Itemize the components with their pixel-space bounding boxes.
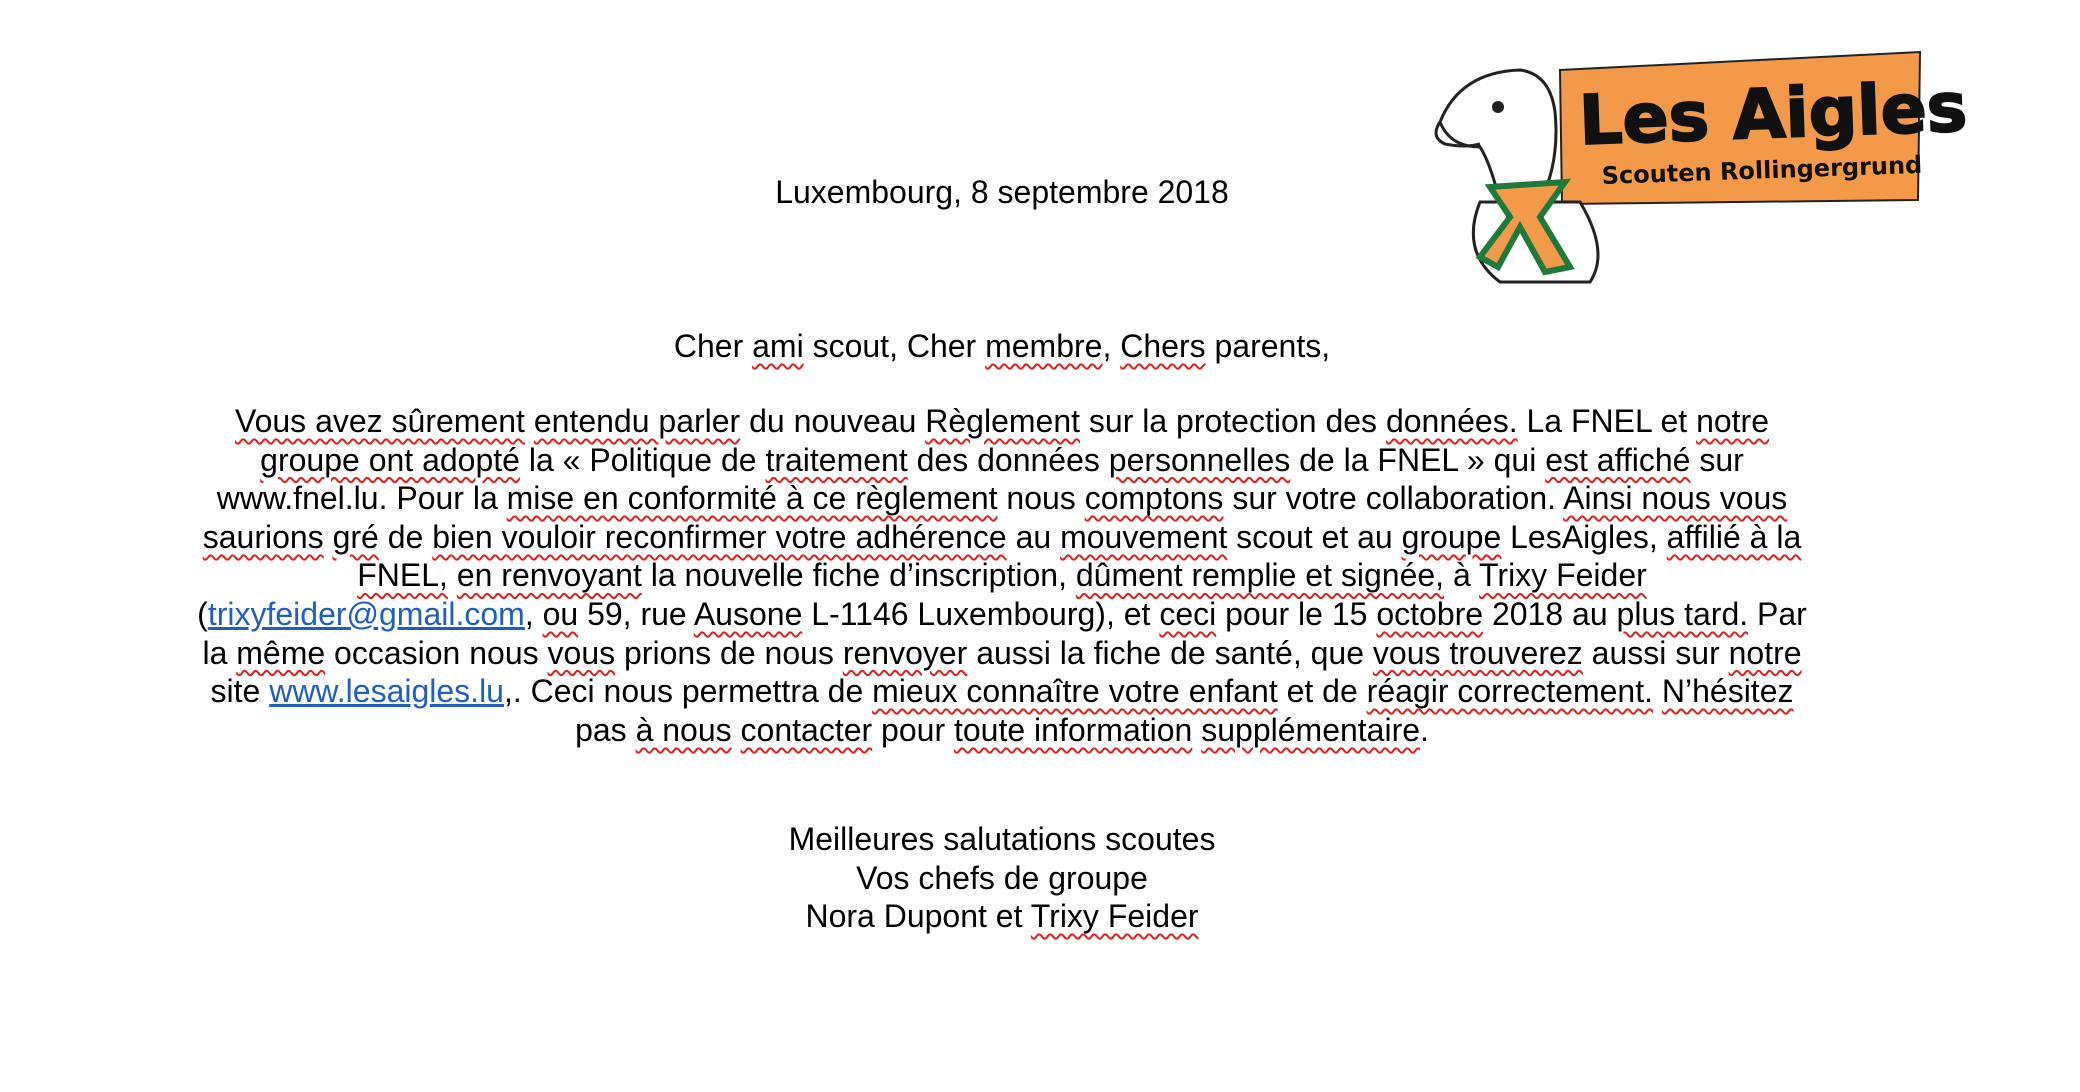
letter-body: Vous avez sûrement entendu parler du nouveau Règlement sur la protection des données. La FNEL et notre groupe ont adopté la « Politique de traitement des données personnelles de la FNEL » qui est affiché sur www.fnel.lu. Pour la mise en conformité à ce règlement nous comptons sur votre collaboration. Ainsi nous vous saurions gré de bien vouloir reconfirmer votre adhérence au mouvement scout et au groupe LesAigles, affilié à la FNEL, en renvoyant la nouvelle fiche d’inscription, dûment remplie et signée, à Trixy Feider (trixyfeider@gmail.com, ou 59, rue Ausone L-1146 Luxembourg), et ceci pour le 15 octobre 2018 au plus tard. Par la même occasion nous vous prions de nous renvoyer aussi la fiche de santé, que vous trouverez aussi sur notre site www.lesaigles.lu,. Ceci nous permettra de mieux connaître votre enfant et de réagir correctement. N’hésitez pas à nous contacter pour toute information supplémentaire.: [197, 403, 1807, 748]
letter-date: Luxembourg, 8 septembre 2018: [775, 174, 1229, 210]
letter-greeting: Cher ami scout, Cher membre, Chers parents,: [673, 328, 1331, 364]
closing-signatories: Nora Dupont et Trixy Feider: [805, 898, 1199, 935]
eagle-eye-icon: [1492, 101, 1504, 113]
letter-closing: [0, 820, 2004, 936]
email-link[interactable]: trixyfeider@gmail.com: [207, 595, 525, 632]
website-link[interactable]: www.lesaigles.lu: [269, 673, 504, 710]
logo-subtitle: Scouten Rollingergrund: [1601, 150, 1923, 190]
closing-salutation: Meilleures salutations scoutes: [788, 821, 1216, 857]
closing-role: Vos chefs de groupe: [856, 859, 1148, 896]
logo-title: Les Aigles: [1577, 68, 1969, 161]
